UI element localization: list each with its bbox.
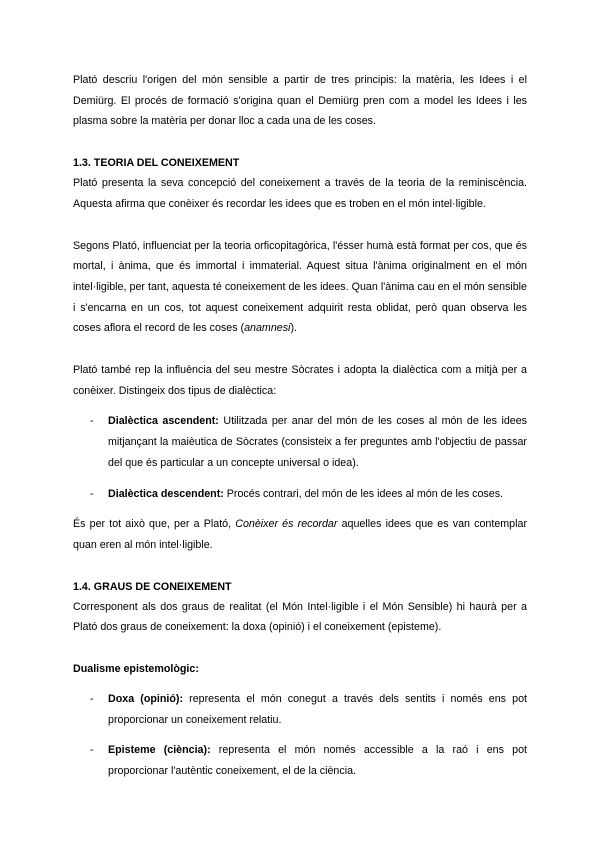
list-bullet: - xyxy=(90,487,94,500)
list-item-term: Dialèctica ascendent: xyxy=(108,415,219,428)
theory-paragraph-4-text: És per tot això que, per a Plató, xyxy=(73,518,236,531)
theory-paragraph-3: Plató també rep la influència del seu mestre Sòcrates i adopta la dialèctica com a mitjà per a conèixer. Distingeix dos tipus de dialèctica: xyxy=(73,364,527,397)
list-item-text: Utilitzada per anar del món de les coses al món de les idees mitjançant la maièutica de Sòcrates (consisteix a fer preguntes amb l'objectiu de passar del que és particular a un concepte universal o idea). xyxy=(108,415,528,469)
theory-paragraph-2-end: ). xyxy=(290,322,297,335)
section-heading-theory-of-knowledge: 1.3. TEORIA DEL CONEIXEMENT xyxy=(73,157,240,170)
list-item-text: representa el món conegut a través dels sentits i només ens pot proporcionar un coneixement relatiu. xyxy=(108,693,527,726)
list-item xyxy=(73,740,527,781)
theory-paragraph-2-text: Segons Plató, influenciat per la teoria orficopitagòrica, l'ésser humà està format per cos, que és mortal, i ànima, que és immortal i immaterial. Aquest situa l'ànima originalment en el món intel·ligible, per tant, aquesta té coneixement de les idees. Quan l'ànima cau en el món sensible i s'encarna en un cos, tot aquest coneixement adquirit resta oblidat, però quan observa les coses aflora el record de les coses ( xyxy=(73,239,527,335)
document-page xyxy=(73,70,527,782)
intro-paragraph: Plató descriu l'origen del món sensible a partir de tres principis: la matèria, les Idees i el Demiürg. El procés de formació s'origina quan el Demiürg pren com a model les Idees i les plasma sobre la matèria per donar lloc a cada una de les coses. xyxy=(73,74,527,128)
theory-paragraph-2 xyxy=(73,236,527,340)
list-item-term: Episteme (ciència): xyxy=(108,744,211,757)
section-heading-degrees-of-knowledge: 1.4. GRAUS DE CONEIXEMENT xyxy=(73,580,232,593)
list-item xyxy=(73,411,527,473)
list-item-text: Procés contrari, del món de les idees al món de les coses. xyxy=(223,487,504,500)
list-bullet: - xyxy=(90,693,94,706)
theory-paragraph-1: Plató presenta la seva concepció del coneixement a través de la teoria de la reminiscència. Aquesta afirma que conèixer és recordar les idees que es troben en el món intel·ligible. xyxy=(73,177,527,210)
list-bullet: - xyxy=(90,415,94,428)
theory-paragraph-4-end: aquelles idees que es van contemplar quan eren al món intel·ligible. xyxy=(73,518,528,551)
theory-paragraph-4 xyxy=(73,514,527,555)
list-item xyxy=(73,484,527,505)
anamnesi-term: anamnesi xyxy=(244,322,291,335)
degrees-paragraph-1: Corresponent als dos graus de realitat (el Món Intel·ligible i el Món Sensible) hi haurà per a Plató dos graus de coneixement: la doxa (opinió) i el coneixement (episteme). xyxy=(73,600,527,634)
dualism-list xyxy=(73,689,527,782)
list-item-term: Doxa (opinió): xyxy=(108,693,184,706)
dialectic-list xyxy=(73,411,527,504)
list-item-text: representa el món només accessible a la raó i ens pot proporcionar l'autèntic coneixement, el de la ciència. xyxy=(108,744,527,778)
list-item-term: Dialèctica descendent: xyxy=(108,487,224,500)
list-bullet: - xyxy=(90,744,94,757)
list-item xyxy=(73,689,527,730)
dualism-subheading: Dualisme epistemològic: xyxy=(73,663,199,676)
conèixer-és-recordar-phrase: Conèixer és recordar xyxy=(235,518,338,531)
